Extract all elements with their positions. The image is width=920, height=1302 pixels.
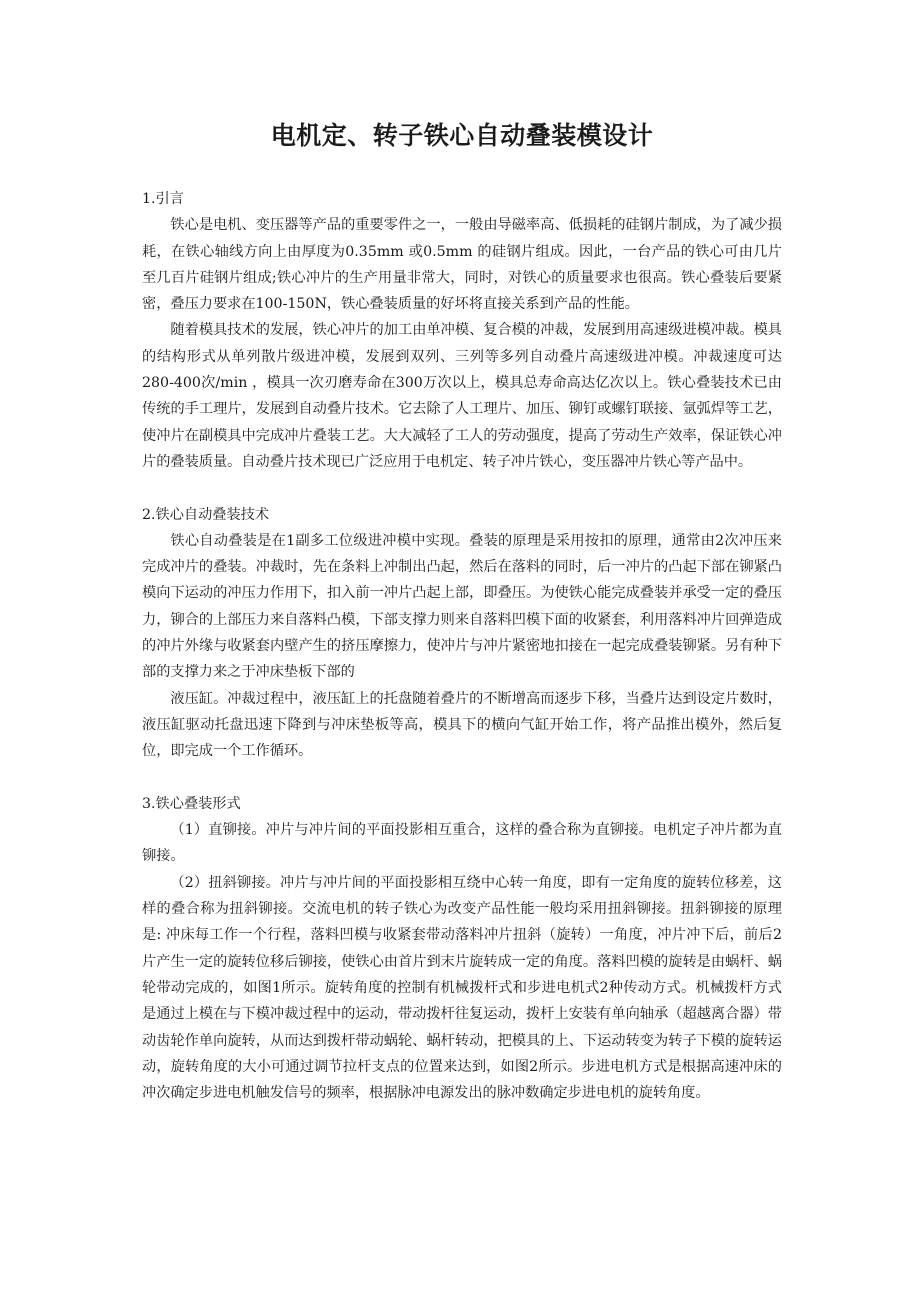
paragraph: 随着模具技术的发展，铁心冲片的加工由单冲模、复合模的冲裁，发展到用高速级进模冲裁。模具的结构形式从单列散片级进冲模，发展到双列、三列等多列自动叠片高速级进冲模。冲裁速度可达280-400次/min ，模具一次刃磨寿命在300万次以上，模具总寿命高达亿次以上。铁心叠装技术已由传统的手工理片，发展到自动叠片技术。它去除了人工理片、加压、铆钉或螺钉联接、氩弧焊等工艺，使冲片在副模具中完成冲片叠装工艺。大大减轻了工人的劳动强度，提高了劳动生产效率，保证铁心冲片的叠装质量。自动叠片技术现已广泛应用于电机定、转子冲片铁心，变压器冲片铁心等产品中。 xyxy=(142,322,782,470)
section-spacer xyxy=(142,475,782,501)
paragraph: （1）直铆接。冲片与冲片间的平面投影相互重合，这样的叠合称为直铆接。电机定子冲片都为直铆接。 xyxy=(142,822,782,865)
paragraph: 液压缸。冲裁过程中，液压缸上的托盘随着叠片的不断增高而逐步下移，当叠片达到设定片数时，液压缸驱动托盘迅速下降到与冲床垫板等高，模具下的横向气缸开始工作，将产品推出模外，然后复位，即完成一个工作循环。 xyxy=(142,690,782,760)
section-heading: 1.引言 xyxy=(142,191,184,207)
paragraph: 铁心是电机、变压器等产品的重要零件之一，一般由导磁率高、低损耗的硅钢片制成，为了减少损耗，在铁心轴线方向上由厚度为0.35mm 或0.5mm 的硅钢片组成。因此，一台产品的铁心可由几片至几百片硅钢片组成;铁心冲片的生产用量非常大，同时，对铁心的质量要求也很高。铁心叠装后要紧密，叠压力要求在100-150N，铁心叠装质量的好坏将直接关系到产品的性能。 xyxy=(142,217,782,313)
section-introduction xyxy=(142,186,782,475)
section-heading: 3.铁心叠装形式 xyxy=(142,795,241,812)
paragraph: 铁心自动叠装是在1副多工位级进冲模中实现。叠装的原理是采用按扣的原理，通常由2次冲压来完成冲片的叠装。冲裁时，先在条料上冲制出凸起，然后在落料的同时，后一冲片的凸起下部在铆紧凸模向下运动的冲压力作用下，扣入前一冲片凸起上部，即叠压。为使铁心能完成叠装并承受一定的叠压力，铆合的上部压力来自落料凸模，下部支撑力则来自落料凹模下面的收紧套，利用落料冲片回弹造成的冲片外缘与收紧套内壁产生的挤压摩擦力，使冲片与冲片紧密地扣接在一起完成叠装铆紧。另有种下部的支撑力来之于冲床垫板下部的 xyxy=(142,532,782,681)
section-auto-stacking xyxy=(142,502,782,765)
section-stacking-forms xyxy=(142,791,782,1107)
section-heading: 2.铁心自动叠装技术 xyxy=(142,506,270,523)
paragraph: （2）扭斜铆接。冲片与冲片间的平面投影相互绕中心转一角度，即有一定角度的旋转位移差，这样的叠合称为扭斜铆接。交流电机的转子铁心为改变产品性能一般均采用扭斜铆接。扭斜铆接的原理是: 冲床每工作一个行程，落料凹模与收紧套带动落料冲片扭斜（旋转）一角度，冲片冲下后，前后2片产生一定的旋转位移后铆接，使铁心由首片到末片旋转成一定的角度。落料凹模的旋转是由蜗杆、蜗轮带动完成的，如图1所示。旋转角度的控制有机械拨杆式和步进电机式2种传动方式。机械拨杆方式是通过上模在与下模冲裁过程中的运动，带动拨杆往复运动，拨杆上安装有单向轴承（超越离合器）带动齿轮作单向旋转，从而达到拨杆带动蜗轮、蜗杆转动，把模具的上、下运动转变为转子下模的旋转运动，旋转角度的大小可通过调节拉杆支点的位置来达到，如图2所示。步进电机方式是根据高速冲床的冲次确定步进电机触发信号的频率，根据脉冲电源发出的脉冲数确定步进电机的旋转角度。 xyxy=(142,874,782,1102)
document-body xyxy=(142,186,782,1106)
section-spacer xyxy=(142,765,782,791)
page-title: 电机定、转子铁心自动叠装模设计 xyxy=(270,121,654,150)
